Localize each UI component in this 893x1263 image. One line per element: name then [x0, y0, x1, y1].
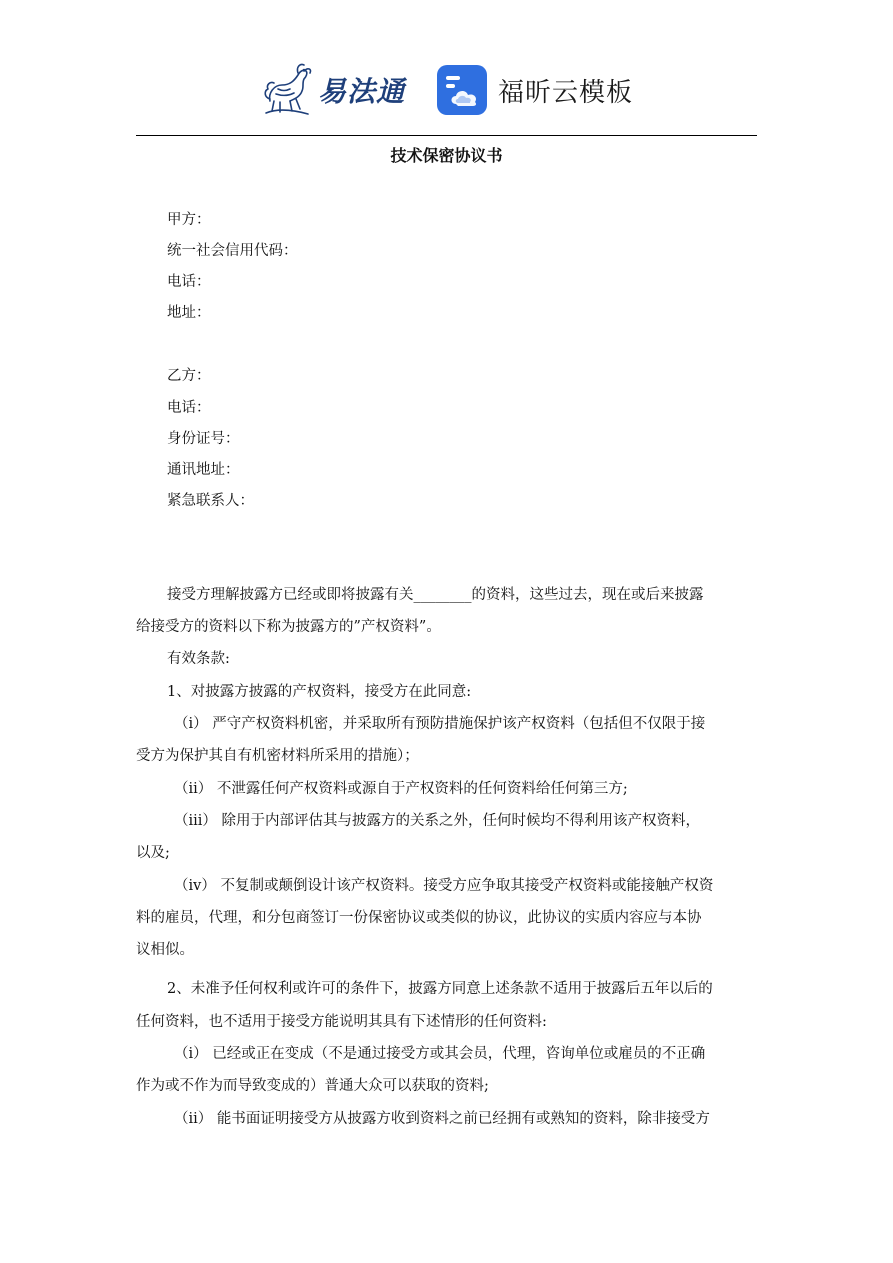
- document-title: 技术保密协议书: [390, 146, 503, 165]
- party-b-id-number: 身份证号：: [167, 431, 240, 447]
- party-a-address: 地址：: [167, 305, 211, 321]
- party-a-credit-code: 统一社会信用代码：: [167, 243, 298, 259]
- yifatong-logo-text: 易法通: [318, 75, 406, 108]
- header-divider: [136, 135, 757, 136]
- body-line: 给接受方的资料以下称为披露方的”产权资料”。: [136, 619, 441, 635]
- party-a-label: 甲方：: [167, 212, 211, 228]
- body-line: 有效条款:: [167, 651, 230, 667]
- party-b-phone: 电话：: [167, 400, 211, 416]
- party-b-mail-address: 通讯地址：: [167, 462, 240, 478]
- body-line: 2、未准予任何权利或许可的条件下，披露方同意上述条款不适用于披露后五年以后的: [167, 981, 713, 997]
- body-line: （ii） 能书面证明接受方从披露方收到资料之前已经拥有或熟知的资料，除非接受方: [174, 1111, 710, 1127]
- header-logos: [260, 60, 640, 120]
- body-line: 受方为保护其自有机密材料所采用的措施）；: [136, 748, 419, 764]
- body-line: 1、对披露方披露的产权资料，接受方在此同意:: [167, 684, 472, 700]
- party-a-phone: 电话：: [167, 274, 211, 290]
- cloud-document-icon: [436, 64, 488, 116]
- body-line: （iii） 除用于内部评估其与披露方的关系之外，任何时候均不得利用该产权资料，: [174, 813, 701, 829]
- body-line: 料的雇员，代理，和分包商签订一份保密协议或类似的协议，此协议的实质内容应与本协: [136, 910, 702, 926]
- yifatong-logo: [260, 60, 405, 120]
- body-line: 任何资料，也不适用于接受方能说明其具有下述情形的任何资料:: [136, 1014, 547, 1030]
- body-line: 以及;: [136, 845, 170, 861]
- body-line: 接受方理解披露方已经或即将披露有关________的资料，这些过去，现在或后来披露: [167, 587, 704, 603]
- party-b-label: 乙方：: [167, 368, 211, 384]
- body-line: （i） 已经或正在变成（不是通过接受方或其会员，代理，咨询单位或雇员的不正确: [174, 1046, 706, 1062]
- qilin-icon: [260, 61, 316, 119]
- body-line: （ii） 不泄露任何产权资料或源自于产权资料的任何资料给任何第三方;: [174, 781, 628, 797]
- body-line: 作为或不作为而导致变成的）普通大众可以获取的资料;: [136, 1078, 489, 1094]
- party-b-emergency-contact: 紧急联系人：: [167, 493, 254, 509]
- body-line: （i） 严守产权资料机密，并采取所有预防措施保护该产权资料（包括但不仅限于接: [174, 716, 706, 732]
- foxit-template-logo-text: 福昕云模板: [498, 77, 634, 108]
- body-line: （iv） 不复制或颠倒设计该产权资料。接受方应争取其接受产权资料或能接触产权资: [174, 878, 714, 894]
- body-line: 议相似。: [136, 942, 194, 958]
- foxit-template-logo: [436, 64, 633, 116]
